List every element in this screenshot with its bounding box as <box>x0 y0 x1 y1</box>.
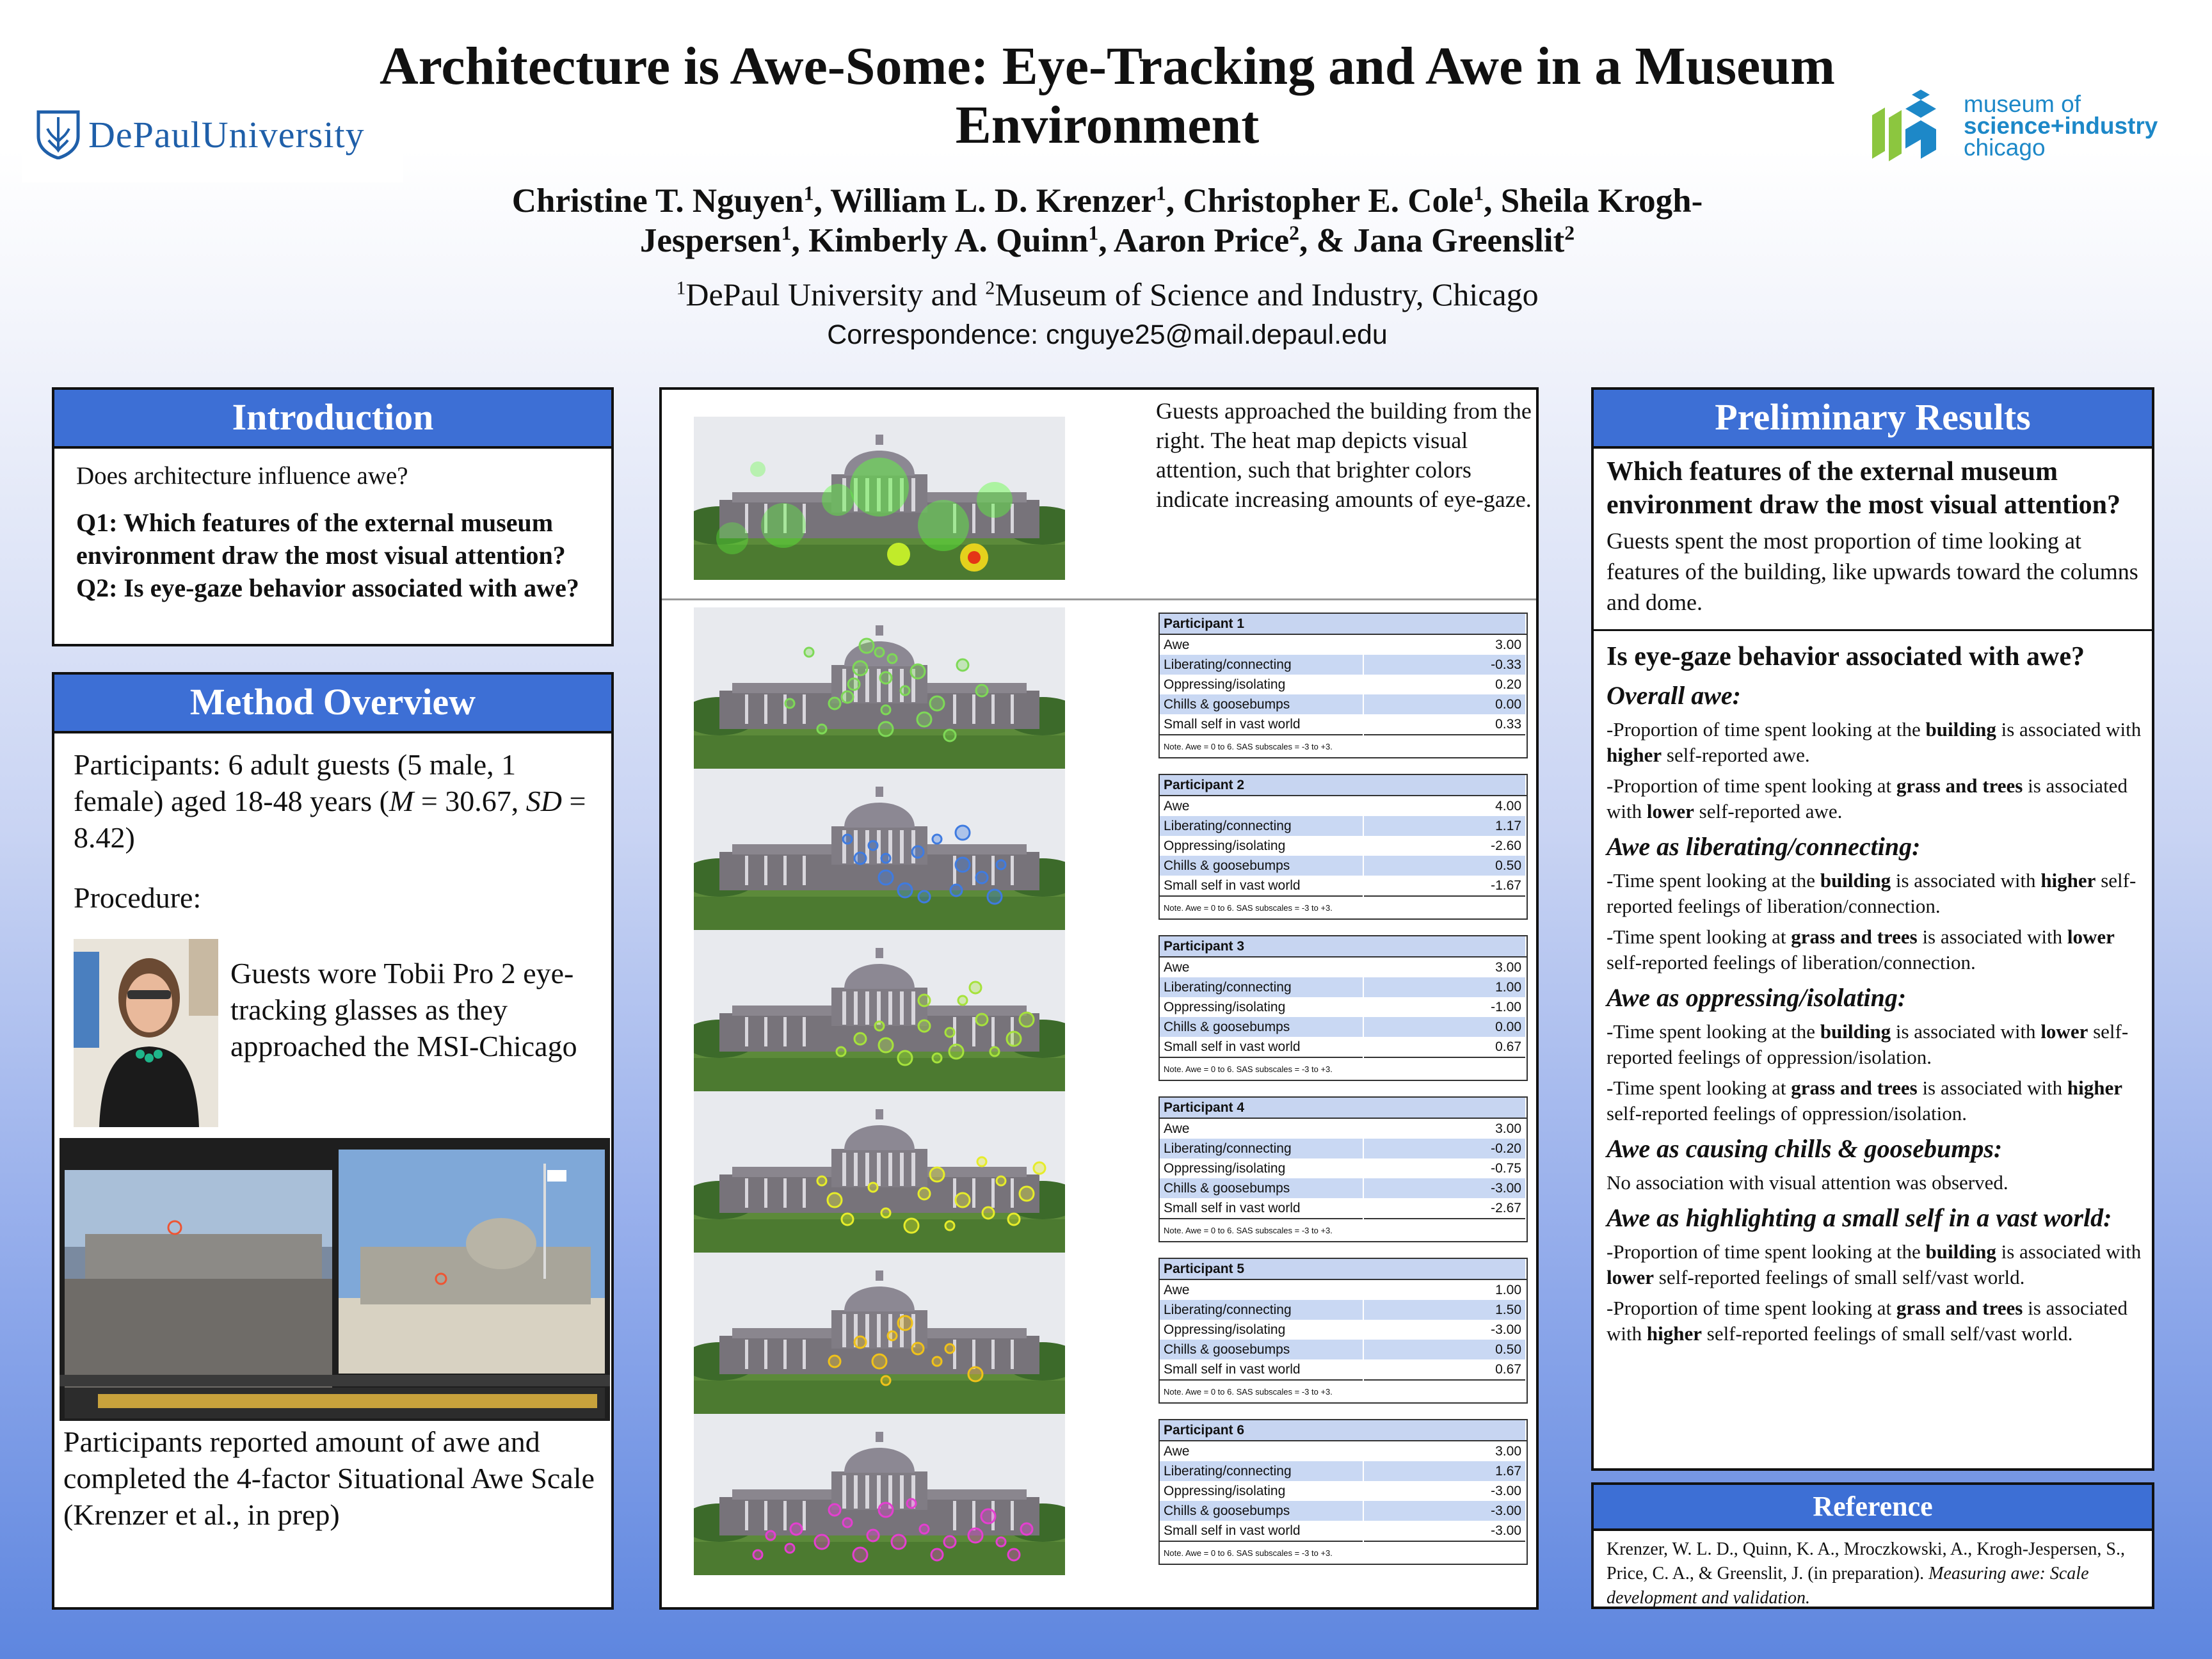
result-item: No association with visual attention was observed. <box>1607 1171 2008 1194</box>
scale-label: Small self in vast world <box>1160 1037 1363 1057</box>
scale-value: 4.00 <box>1363 796 1526 816</box>
scale-value: 0.33 <box>1363 714 1526 735</box>
fixation-point <box>1008 1214 1020 1225</box>
scale-value: 1.17 <box>1363 816 1526 836</box>
scale-label: Liberating/connecting <box>1160 816 1363 836</box>
fixation-point <box>853 661 867 675</box>
scale-value: -2.60 <box>1363 836 1526 856</box>
participant-name: Participant 1 <box>1160 614 1526 634</box>
fixation-point <box>1034 1162 1045 1174</box>
fixation-point <box>988 890 1002 904</box>
results-a1: Guests spent the most proportion of time looking at features of the building, like upwards toward the columns and dome. <box>1607 528 2138 615</box>
scale-value: 0.00 <box>1363 1017 1526 1037</box>
result-subheading: Awe as highlighting a small self in a vast world: <box>1607 1203 2112 1232</box>
result-subheading: Awe as oppressing/isolating: <box>1607 983 1907 1012</box>
fixation-point <box>945 1221 954 1230</box>
fixation-point <box>848 678 860 690</box>
center-divider <box>662 598 1536 600</box>
scale-value: 1.00 <box>1363 977 1526 997</box>
fixation-point <box>843 1518 852 1527</box>
fixation-point <box>879 1503 893 1517</box>
fixation-point <box>785 1544 794 1553</box>
depaul-crest-icon <box>35 108 82 159</box>
scale-value: 3.00 <box>1363 957 1526 977</box>
results-q2: Is eye-gaze behavior associated with awe? <box>1607 642 2085 671</box>
fixation-point <box>872 1354 886 1368</box>
scale-value: -0.33 <box>1363 655 1526 675</box>
introduction-heading: Introduction <box>54 390 611 449</box>
fixation-point <box>911 664 925 678</box>
fixation-point <box>931 1549 943 1560</box>
msi-line-2: science+industry <box>1964 113 2158 139</box>
fixation-point <box>1008 1549 1020 1560</box>
fixation-point <box>753 1550 762 1559</box>
scale-label: Small self in vast world <box>1160 876 1363 896</box>
fixation-point <box>881 705 890 714</box>
participants-text: Participants: 6 adult guests (5 male, 1 female) aged 18-48 years (M = 30.67, SD = 8.42) <box>74 748 586 854</box>
participant-name: Participant 5 <box>1160 1259 1526 1279</box>
fixation-point <box>904 1219 918 1233</box>
fixation-point <box>1020 1187 1034 1201</box>
fixation-point <box>869 841 878 850</box>
scale-label: Liberating/connecting <box>1160 977 1363 997</box>
fixation-point <box>917 712 931 726</box>
scale-value: -1.00 <box>1363 997 1526 1017</box>
scale-label: Awe <box>1160 1441 1363 1461</box>
fixation-point <box>854 1336 866 1348</box>
scale-value: 0.67 <box>1363 1359 1526 1380</box>
affiliations: $^1$DePaul University and $^2$Museum of Science and Industry, Chicago <box>676 276 1539 312</box>
fixation-point <box>790 1523 802 1535</box>
fixation-point <box>837 1047 846 1056</box>
table-note: Note. Awe = 0 to 6. SAS subscales = -3 to +3. <box>1160 1541 1526 1564</box>
scale-value: 0.67 <box>1363 1037 1526 1057</box>
scale-value: 3.00 <box>1363 1441 1526 1461</box>
fixation-point <box>867 1530 879 1541</box>
fixation-point <box>766 1531 775 1540</box>
fixation-point <box>918 1188 930 1199</box>
fixation-point <box>958 996 967 1005</box>
fixation-point <box>930 1167 944 1182</box>
fixation-point <box>828 1193 842 1207</box>
fixation-point <box>854 1033 866 1045</box>
fixation-point <box>805 648 813 657</box>
scale-value: -3.00 <box>1363 1501 1526 1521</box>
fixation-point <box>869 1183 878 1192</box>
result-item: -Time spent looking at grass and trees is associated with higher self-reported feelings of oppression/isolation. <box>1607 1077 2122 1125</box>
msi-line-3: chicago <box>1964 134 2046 161</box>
scale-value: -0.75 <box>1363 1158 1526 1178</box>
fixation-point <box>854 853 866 864</box>
participant-table <box>1158 1258 1528 1404</box>
scale-label: Chills & goosebumps <box>1160 1501 1363 1521</box>
result-item: -Proportion of time spent looking at the building is associated with higher self-reported awe. <box>1607 718 2142 766</box>
msi-logo <box>1872 88 2192 172</box>
result-item: -Proportion of time spent looking at grass and trees is associated with lower self-reported awe. <box>1607 774 2128 822</box>
fixation-point <box>907 1499 916 1508</box>
fixation-point <box>977 1157 986 1166</box>
fixation-point <box>956 858 970 872</box>
scale-value: 0.00 <box>1363 694 1526 714</box>
scale-value: 1.50 <box>1363 1300 1526 1320</box>
scale-value: 0.20 <box>1363 675 1526 694</box>
fixation-point <box>875 648 884 657</box>
scale-value: -1.67 <box>1363 876 1526 896</box>
introduction-panel <box>52 387 614 646</box>
fixation-point <box>879 870 893 885</box>
fixation-point <box>990 1047 999 1056</box>
author-line-1: Christine T. Nguyen$^1$, William L. D. Krenzer$^1$, Christopher E. Cole$^1$, Sheila Krogh- <box>511 182 1703 220</box>
photo-caption: Guests wore Tobii Pro 2 eye-tracking glasses as they approached the MSI-Chicago <box>230 957 577 1062</box>
result-item: -Time spent looking at the building is associated with lower self-reported feelings of oppression/isolation. <box>1607 1020 2129 1068</box>
fixation-point <box>976 872 988 883</box>
author-list <box>358 181 1856 260</box>
fixation-point <box>920 1525 929 1534</box>
result-item: -Proportion of time spent looking at grass and trees is associated with higher self-reported feelings of small self/vast world. <box>1607 1297 2128 1345</box>
fixation-point <box>957 659 968 671</box>
fixation-point <box>968 1528 982 1543</box>
table-note: Note. Awe = 0 to 6. SAS subscales = -3 to +3. <box>1160 1219 1526 1241</box>
fixation-point <box>898 1316 912 1330</box>
scale-label: Small self in vast world <box>1160 1359 1363 1380</box>
fixation-point <box>842 1214 853 1225</box>
fixation-point <box>997 1537 1006 1546</box>
scale-label: Liberating/connecting <box>1160 655 1363 675</box>
fixation-point <box>997 860 1006 869</box>
fixation-point <box>933 1054 942 1062</box>
fixation-point <box>976 1014 988 1025</box>
center-panel <box>659 387 1539 1610</box>
fixation-point <box>881 854 890 863</box>
participant-table <box>1158 1096 1528 1242</box>
table-note: Note. Awe = 0 to 6. SAS subscales = -3 to +3. <box>1160 896 1526 918</box>
heatmap-caption: Guests approached the building from the right. The heat map depicts visual attention, such that brighter colors indicate increasing amounts of eye-gaze. <box>1156 398 1532 512</box>
fixation-point <box>933 835 942 844</box>
fixation-point <box>881 1208 890 1217</box>
correspondence: Correspondence: cnguye25@mail.depaul.edu <box>827 319 1388 350</box>
fixation-point <box>898 883 912 897</box>
scale-label: Oppressing/isolating <box>1160 836 1363 856</box>
fixation-point <box>982 1207 994 1219</box>
depaul-logo <box>22 86 403 182</box>
fixation-point <box>815 1535 829 1549</box>
participant-table <box>1158 935 1528 1081</box>
procedure-label: Procedure: <box>74 881 202 914</box>
scale-value: -0.20 <box>1363 1139 1526 1158</box>
scale-value: -2.67 <box>1363 1198 1526 1219</box>
scale-label: Awe <box>1160 796 1363 816</box>
table-note: Note. Awe = 0 to 6. SAS subscales = -3 to +3. <box>1160 1380 1526 1402</box>
scale-label: Awe <box>1160 634 1363 655</box>
participant-name: Participant 4 <box>1160 1098 1526 1118</box>
table-note: Note. Awe = 0 to 6. SAS subscales = -3 to +3. <box>1160 735 1526 757</box>
scanpath-image <box>694 930 1065 1091</box>
fixation-point <box>898 1051 912 1065</box>
intro-q1: Q1: Which features of the external museum environment draw the most visual attention? <box>76 508 566 570</box>
results-panel <box>1591 387 2154 1471</box>
participant-name: Participant 6 <box>1160 1420 1526 1441</box>
scale-value: -3.00 <box>1363 1178 1526 1198</box>
table-note: Note. Awe = 0 to 6. SAS subscales = -3 to +3. <box>1160 1057 1526 1080</box>
fixation-point <box>829 698 840 709</box>
scale-label: Small self in vast world <box>1160 1198 1363 1219</box>
scale-value: -3.00 <box>1363 1521 1526 1541</box>
fixation-point <box>945 1344 954 1353</box>
fixation-point <box>981 1509 995 1523</box>
scale-value: 0.50 <box>1363 1340 1526 1359</box>
fixation-point <box>1020 1013 1034 1027</box>
fixation-point <box>956 826 970 840</box>
fixation-point <box>901 686 910 695</box>
scale-label: Awe <box>1160 1279 1363 1300</box>
scale-label: Awe <box>1160 1118 1363 1139</box>
method-panel <box>52 672 614 1610</box>
fixation-point <box>918 995 930 1006</box>
fixation-point <box>888 654 897 663</box>
depaul-wordmark: DePaulUniversity <box>88 114 365 156</box>
result-subheading: Awe as liberating/connecting: <box>1607 832 1921 861</box>
fixation-point <box>912 1343 924 1354</box>
fixation-point <box>918 1020 930 1032</box>
fixation-point <box>829 1504 840 1516</box>
result-item: -Proportion of time spent looking at the building is associated with lower self-reported feelings of small self/vast world. <box>1607 1240 2142 1288</box>
result-subheading: Awe as causing chills & goosebumps: <box>1607 1134 2003 1163</box>
scanpath-image <box>694 769 1065 930</box>
fixation-point <box>879 722 893 736</box>
fixation-point <box>817 1176 826 1185</box>
msi-wordmark <box>1964 93 2158 159</box>
fixation-point <box>888 1331 897 1340</box>
results-heading: Preliminary Results <box>1594 390 2152 449</box>
fixation-point <box>949 1045 963 1059</box>
heatmap-image <box>694 417 1065 580</box>
fixation-point <box>944 730 956 741</box>
scale-value: 3.00 <box>1363 1118 1526 1139</box>
scale-label: Chills & goosebumps <box>1160 694 1363 714</box>
participant-table <box>1158 613 1528 758</box>
results-separator <box>1594 629 2152 631</box>
fixation-point <box>879 1038 893 1052</box>
result-item: -Time spent looking at the building is associated with higher self-reported feelings of liberation/connection. <box>1607 869 2136 917</box>
msi-mark-icon <box>1872 90 1946 170</box>
scale-label: Awe <box>1160 957 1363 977</box>
fixation-point <box>968 1367 982 1381</box>
fixation-point <box>933 1357 942 1366</box>
fixation-point <box>785 699 794 708</box>
fixation-point <box>918 891 930 902</box>
scale-value: 0.50 <box>1363 856 1526 876</box>
msi-line-1: museum of <box>1964 91 2081 117</box>
fixation-point <box>970 982 981 993</box>
fixation-point <box>880 672 892 684</box>
fixation-point <box>912 846 924 858</box>
scanpath-image <box>694 1091 1065 1253</box>
fixation-point <box>930 696 944 710</box>
fixation-point <box>945 1028 954 1037</box>
fixation-point <box>860 639 874 653</box>
scale-label: Small self in vast world <box>1160 1521 1363 1541</box>
scale-label: Small self in vast world <box>1160 714 1363 735</box>
scale-label: Chills & goosebumps <box>1160 1340 1363 1359</box>
reference-panel <box>1591 1482 2154 1609</box>
result-subheading: Overall awe: <box>1607 681 1741 710</box>
results-q1: Which features of the external museum environment draw the most visual attention? <box>1607 457 2121 520</box>
scale-value: -3.00 <box>1363 1481 1526 1501</box>
scale-value: -3.00 <box>1363 1320 1526 1340</box>
fixation-point <box>853 1548 867 1562</box>
participant-table <box>1158 1419 1528 1565</box>
poster-title: Architecture is Awe-Some: Eye-Tracking and Awe in a Museum Environment <box>379 36 1836 155</box>
scale-value: 1.00 <box>1363 1279 1526 1300</box>
fixation-point <box>1007 1032 1021 1046</box>
fixation-point <box>843 835 852 844</box>
scale-value: 3.00 <box>1363 634 1526 655</box>
author-line-2: Jespersen$^1$, Kimberly A. Quinn$^1$, Aaron Price$^2$, & Jana Greenslit$^2$ <box>639 221 1575 259</box>
scale-label: Oppressing/isolating <box>1160 675 1363 694</box>
final-method-text: Participants reported amount of awe and completed the 4-factor Situational Awe Scale (Krenzer et al., in prep) <box>63 1425 595 1531</box>
scale-label: Liberating/connecting <box>1160 1139 1363 1158</box>
scanpath-image <box>694 607 1065 769</box>
reference-heading: Reference <box>1594 1485 2152 1531</box>
fixation-point <box>997 1176 1006 1185</box>
intro-q2: Q2: Is eye-gaze behavior associated with awe? <box>76 573 579 602</box>
scanpath-image <box>694 1414 1065 1575</box>
fixation-point <box>892 1535 906 1549</box>
scale-label: Oppressing/isolating <box>1160 997 1363 1017</box>
scale-label: Chills & goosebumps <box>1160 856 1363 876</box>
scale-label: Chills & goosebumps <box>1160 1178 1363 1198</box>
gaze-replay-screenshot <box>60 1138 610 1421</box>
participant-name: Participant 2 <box>1160 775 1526 796</box>
scale-value: 1.67 <box>1363 1461 1526 1481</box>
participant-name: Participant 3 <box>1160 936 1526 957</box>
fixation-point <box>875 1022 884 1030</box>
scale-label: Oppressing/isolating <box>1160 1481 1363 1501</box>
participant-photo <box>74 939 218 1127</box>
fixation-point <box>817 725 826 733</box>
fixation-point <box>956 1193 970 1207</box>
fixation-point <box>842 691 853 703</box>
fixation-point <box>881 1376 890 1385</box>
fixation-point <box>976 685 988 696</box>
scale-label: Chills & goosebumps <box>1160 1017 1363 1037</box>
scanpath-image <box>694 1253 1065 1414</box>
scale-label: Liberating/connecting <box>1160 1300 1363 1320</box>
fixation-point <box>944 1536 956 1548</box>
fixation-point <box>950 885 962 896</box>
scale-label: Oppressing/isolating <box>1160 1320 1363 1340</box>
result-item: -Time spent looking at grass and trees is associated with lower self-reported feelings of liberation/connection. <box>1607 926 2115 974</box>
scale-label: Liberating/connecting <box>1160 1461 1363 1481</box>
method-heading: Method Overview <box>54 675 611 733</box>
scale-label: Oppressing/isolating <box>1160 1158 1363 1178</box>
participant-table <box>1158 774 1528 920</box>
fixation-point <box>829 1356 840 1367</box>
reference-text: Krenzer, W. L. D., Quinn, K. A., Mroczkowski, A., Krogh-Jespersen, S., Price, C. A., & Greenslit, J. (in preparation). Measuring awe: Scale development and validation. <box>1607 1539 2125 1608</box>
fixation-point <box>1021 1523 1032 1535</box>
intro-question: Does architecture influence awe? <box>76 462 408 490</box>
